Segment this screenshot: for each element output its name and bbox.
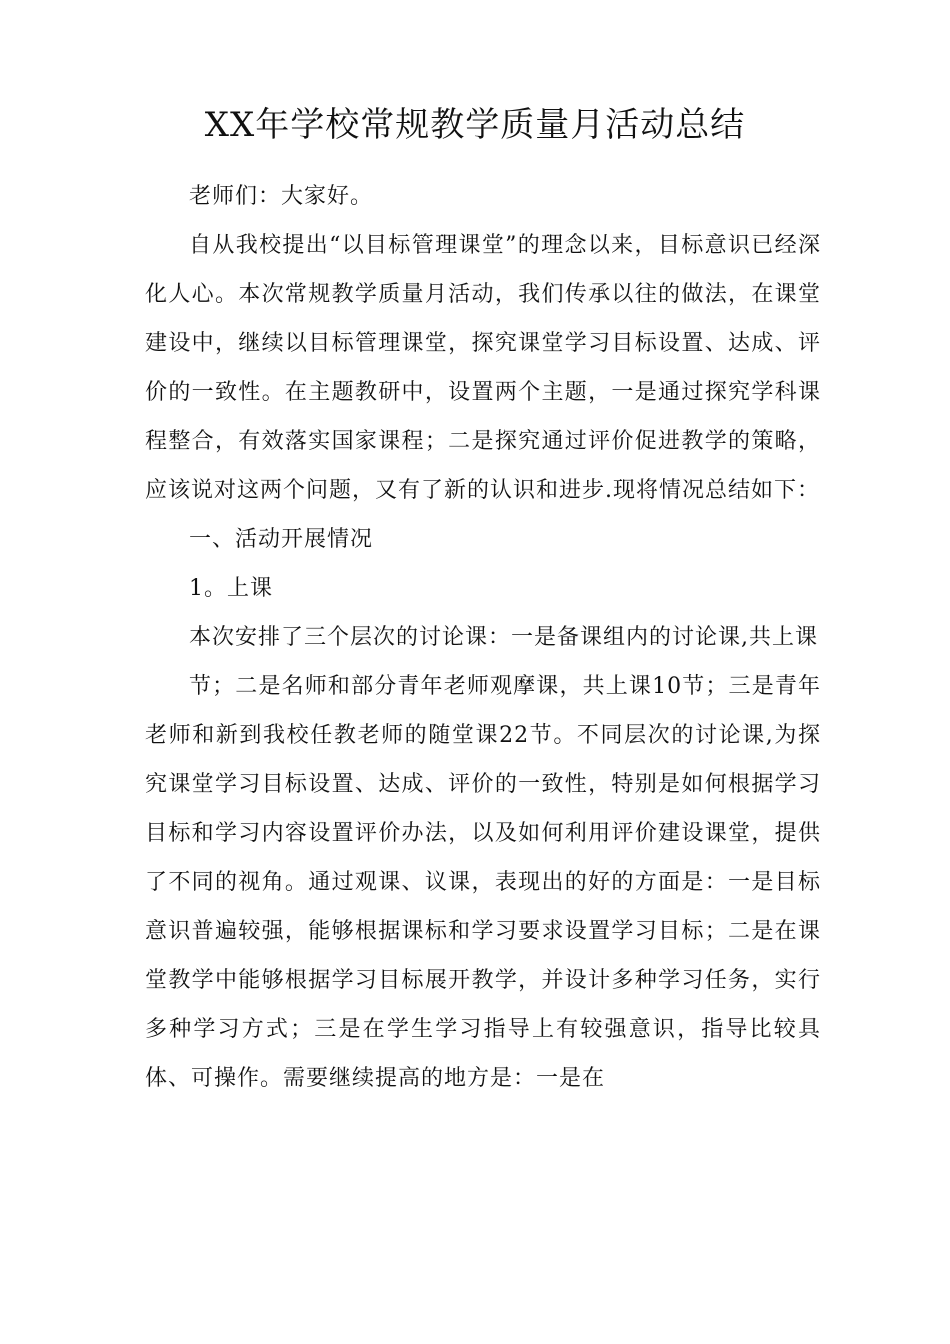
- paragraph-lessons-part1: 本次安排了三个层次的讨论课：一是备课组内的讨论课,共上课: [189, 625, 818, 650]
- document-title: XX年学校常规教学质量月活动总结: [204, 105, 746, 145]
- section-heading-activities: 一、活动开展情况: [189, 527, 374, 552]
- paragraph-intro: 自从我校提出“以目标管理课堂”的理念以来，目标意识已经深化人心。本次常规教学质量月活动，我们传承以往的做法，在课堂建设中，继续以目标管理课堂，探究课堂学习目标设置、达成、评价的一致性。在主题教研中，设置两个主题，一是通过探究学科课程整合，有效落实国家课程；二是探究通过评价促进教学的策略，应该说对这两个问题，又有了新的认识和进步.现将情况总结如下：: [145, 233, 821, 503]
- paragraph-greeting: 老师们：大家好。: [189, 184, 374, 209]
- subsection-heading-lessons: 1。上课: [189, 576, 273, 601]
- paragraph-lessons-part2: 节；二是名师和部分青年老师观摩课，共上课10节；三是青年老师和新到我校任教老师的随堂课22节。不同层次的讨论课,为探究课堂学习目标设置、达成、评价的一致性，特别是如何根据学习目标和学习内容设置评价办法，以及如何利用评价建设课堂，提供了不同的视角。通过观课、议课，表现出的好的方面是：一是目标意识普遍较强，能够根据课标和学习要求设置学习目标；二是在课堂教学中能够根据学习目标展开教学，并设计多种学习任务，实行多种学习方式；三是在学生学习指导上有较强意识，指导比较具体、可操作。需要继续提高的地方是：一是在: [145, 674, 821, 1091]
- document-body: [145, 172, 821, 1103]
